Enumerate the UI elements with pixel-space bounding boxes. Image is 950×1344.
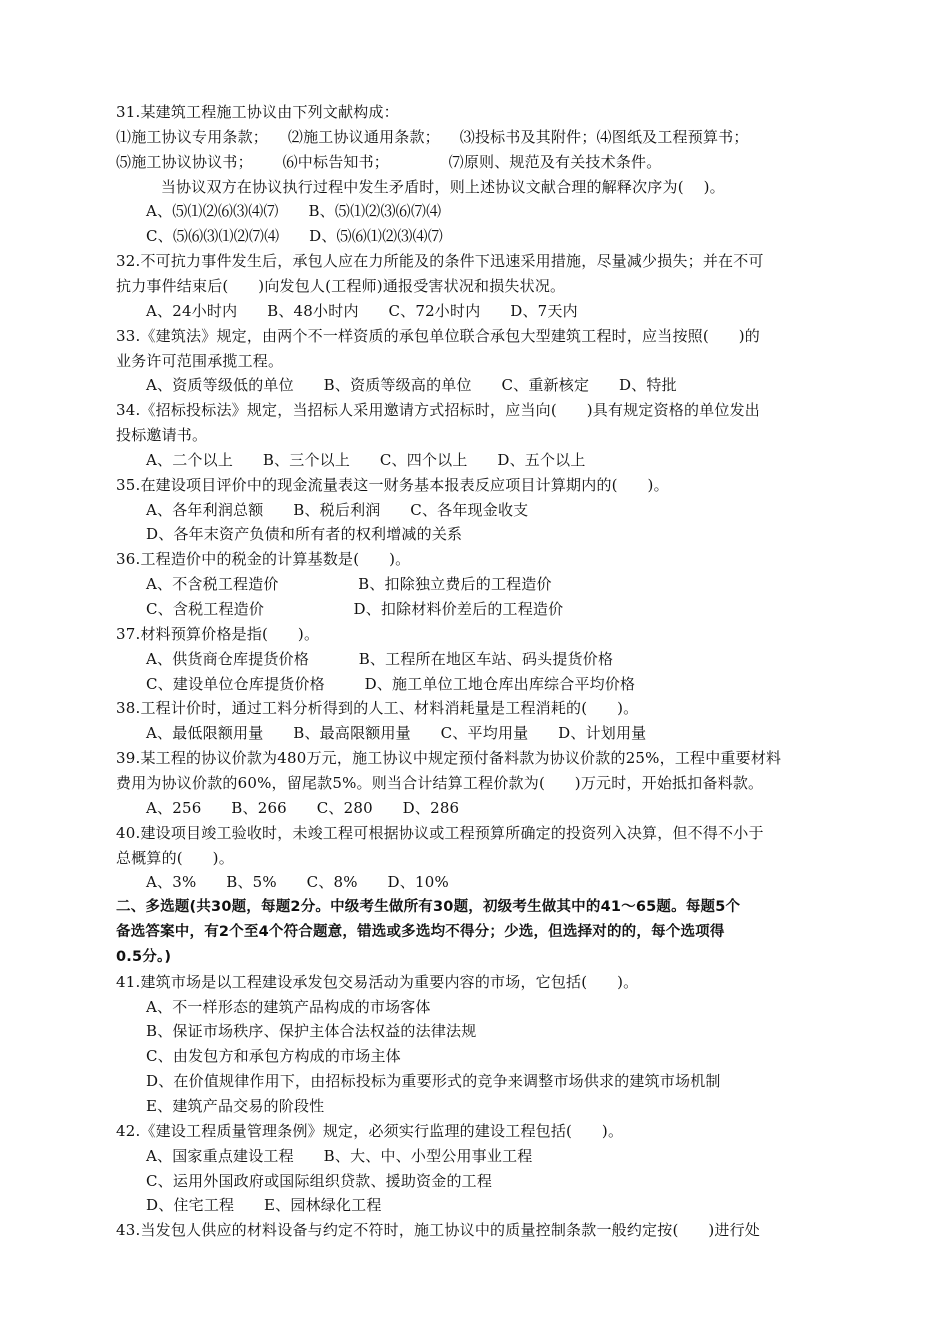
section-heading-line: 备选答案中，有2个至4个符合题意，错选或多选均不得分；少选，但选择对的的，每个选项得 [116, 924, 725, 940]
text-line: A、⑸⑴⑵⑹⑶⑷⑺ B、⑸⑴⑵⑶⑹⑺⑷ [146, 202, 442, 220]
section-heading-line: 0.5分。) [116, 949, 172, 965]
text-line: 35.在建设项目评价中的现金流量表这一财务基本报表反应项目计算期内的( )。 [116, 476, 669, 494]
text-line: ⑸施工协议协议书； ⑹中标告知书； ⑺原则、规范及有关技术条件。 [116, 153, 662, 171]
text-line: A、24小时内 B、48小时内 C、72小时内 D、7天内 [146, 302, 578, 320]
text-line: C、含税工程造价 D、扣除材料价差后的工程造价 [146, 600, 564, 618]
text-line: D、各年末资产负债和所有者的权利增减的关系 [146, 525, 463, 543]
text-line: 36.工程造价中的税金的计算基数是( )。 [116, 550, 411, 568]
text-line: D、在价值规律作用下，由招标投标为重要形式的竞争来调整市场供求的建筑市场机制 [146, 1072, 721, 1090]
text-line: 42.《建设工程质量管理条例》规定，必须实行监理的建设工程包括( )。 [116, 1122, 624, 1140]
text-line: 32.不可抗力事件发生后，承包人应在力所能及的条件下迅速采用措施，尽量减少损失；并在不可 [116, 252, 764, 270]
text-line: 37.材料预算价格是指( )。 [116, 625, 320, 643]
text-line: C、由发包方和承包方构成的市场主体 [146, 1047, 401, 1065]
text-line: A、国家重点建设工程 B、大、中、小型公用事业工程 [146, 1147, 533, 1165]
text-line: ⑴施工协议专用条款； ⑵施工协议通用条款； ⑶投标书及其附件；⑷图纸及工程预算书； [116, 128, 749, 146]
text-line: 费用为协议价款的60%，留尾款5%。则当合计结算工程价款为( )万元时，开始抵扣备料款。 [116, 774, 764, 792]
text-line: A、各年利润总额 B、税后利润 C、各年现金收支 [146, 501, 529, 519]
text-line: A、3% B、5% C、8% D、10% [146, 873, 449, 891]
text-line: A、不含税工程造价 B、扣除独立费后的工程造价 [146, 575, 552, 593]
text-line: E、建筑产品交易的阶段性 [146, 1097, 325, 1115]
text-line: 当协议双方在协议执行过程中发生矛盾时，则上述协议文献合理的解释次序为( )。 [146, 178, 725, 196]
text-line: 总概算的( )。 [116, 849, 234, 867]
text-line: 33.《建筑法》规定，由两个不一样资质的承包单位联合承包大型建筑工程时，应当按照( )的 [116, 327, 760, 345]
text-line: 34.《招标投标法》规定，当招标人采用邀请方式招标时，应当向( )具有规定资格的单位发出 [116, 401, 760, 419]
text-line: 31.某建筑工程施工协议由下列文献构成： [116, 103, 399, 121]
text-line: 投标邀请书。 [116, 426, 208, 444]
text-line: A、供货商仓库提货价格 B、工程所在地区车站、码头提货价格 [146, 650, 614, 668]
section-heading-line: 二、多选题(共30题，每题2分。中级考生做所有30题，初级考生做其中的41～65题。每题5个 [116, 899, 741, 915]
text-line: A、256 B、266 C、280 D、286 [146, 799, 460, 817]
text-line: 业务许可范围承揽工程。 [116, 352, 284, 370]
text-line: 43.当发包人供应的材料设备与约定不符时，施工协议中的质量控制条款一般约定按( )进行处 [116, 1221, 760, 1239]
text-line: C、运用外国政府或国际组织贷款、援助资金的工程 [146, 1172, 493, 1190]
text-line: 41.建筑市场是以工程建设承发包交易活动为重要内容的市场，它包括( )。 [116, 973, 639, 991]
text-line: 抗力事件结束后( )向发包人(工程师)通报受害状况和损失状况。 [116, 277, 566, 295]
text-line: D、住宅工程 E、园林绿化工程 [146, 1196, 382, 1214]
text-line: A、二个以上 B、三个以上 C、四个以上 D、五个以上 [146, 451, 586, 469]
text-line: 40.建设项目竣工验收时，未竣工程可根据协议或工程预算所确定的投资列入决算，但不得不小于 [116, 824, 764, 842]
text-line: C、⑸⑹⑶⑴⑵⑺⑷ D、⑸⑹⑴⑵⑶⑷⑺ [146, 227, 443, 245]
text-line: A、最低限额用量 B、最高限额用量 C、平均用量 D、计划用量 [146, 724, 647, 742]
text-line: B、保证市场秩序、保护主体合法权益的法律法规 [146, 1022, 477, 1040]
text-line: 39.某工程的协议价款为480万元，施工协议中规定预付备料款为协议价款的25%，工程中重要材料 [116, 749, 782, 767]
text-line: 38.工程计价时，通过工料分析得到的人工、材料消耗量是工程消耗的( )。 [116, 699, 639, 717]
text-line: C、建设单位仓库提货价格 D、施工单位工地仓库出库综合平均价格 [146, 675, 636, 693]
text-line: A、资质等级低的单位 B、资质等级高的单位 C、重新核定 D、特批 [146, 376, 677, 394]
text-line: A、不一样形态的建筑产品构成的市场客体 [146, 998, 431, 1016]
